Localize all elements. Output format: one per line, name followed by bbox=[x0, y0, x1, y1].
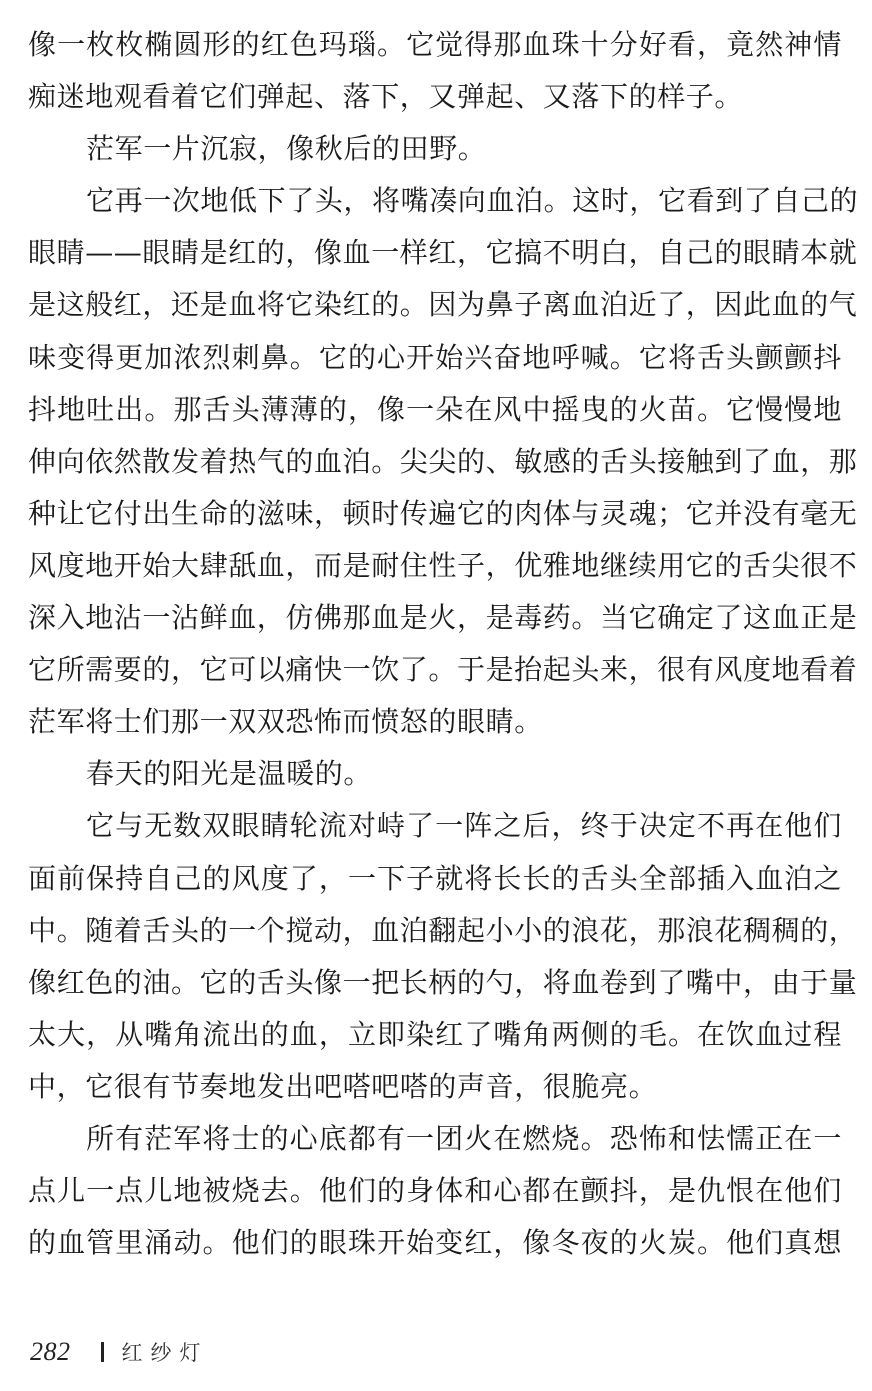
text-line: 它所需要的，它可以痛快一饮了。于是抬起头来，很有风度地看着 bbox=[28, 653, 858, 687]
text-line: 点儿一点儿地被烧去。他们的身体和心都在颤抖，是仇恨在他们 bbox=[28, 1174, 842, 1208]
text-line: 眼睛——眼睛是红的，像血一样红，它搞不明白，自己的眼睛本就 bbox=[28, 236, 858, 270]
page-footer bbox=[30, 1332, 209, 1372]
text-line: 像一枚枚椭圆形的红色玛瑙。它觉得那血珠十分好看，竟然神情 bbox=[28, 28, 842, 61]
text-line: 味变得更加浓烈刺鼻。它的心开始兴奋地呼喊。它将舌头颤颤抖 bbox=[28, 340, 842, 374]
text-line: 像红色的油。它的舌头像一把长柄的勺，将血卷到了嘴中，由于量 bbox=[28, 965, 858, 999]
text-line: 风度地开始大肆舐血，而是耐住性子，优雅地继续用它的舌尖很不 bbox=[28, 548, 858, 582]
text-line: 中。随着舌头的一个搅动，血泊翻起小小的浪花，那浪花稠稠的， bbox=[28, 913, 858, 947]
text-line: 面前保持自己的风度了，一下子就将长长的舌头全部插入血泊之 bbox=[28, 861, 842, 895]
text-line: 深入地沾一沾鲜血，仿佛那血是火，是毒药。当它确定了这血正是 bbox=[28, 601, 858, 635]
text-line: 种让它付出生命的滋味，顿时传遍它的肉体与灵魂；它并没有毫无 bbox=[28, 496, 858, 530]
text-line: 茫军一片沉寂，像秋后的田野。 bbox=[86, 132, 487, 166]
page-body bbox=[28, 19, 859, 1269]
page-number: 282 bbox=[30, 1337, 71, 1366]
text-line: 伸向依然散发着热气的血泊。尖尖的、敏感的舌头接触到了血，那 bbox=[28, 444, 858, 478]
text-line: 它再一次地低下了头，将嘴凑向血泊。这时，它看到了自己的 bbox=[86, 184, 859, 218]
text-line: 春天的阳光是温暖的。 bbox=[86, 757, 373, 791]
text-line: 中，它很有节奏地发出吧嗒吧嗒的声音，很脆亮。 bbox=[28, 1069, 658, 1103]
text-line: 茫军将士们那一双双恐怖而愤怒的眼睛。 bbox=[28, 705, 543, 739]
text-line: 的血管里涌动。他们的眼珠开始变红，像冬夜的火炭。他们真想 bbox=[28, 1226, 842, 1260]
text-line: 是这般红，还是血将它染红的。因为鼻子离血泊近了，因此血的气 bbox=[28, 288, 858, 322]
text-line: 所有茫军将士的心底都有一团火在燃烧。恐怖和怯懦正在一 bbox=[86, 1121, 842, 1155]
text-line: 太大，从嘴角流出的血，立即染红了嘴角两侧的毛。在饮血过程 bbox=[28, 1017, 842, 1051]
text-line: 痴迷地观看着它们弹起、落下，又弹起、又落下的样子。 bbox=[28, 80, 744, 114]
footer-separator bbox=[101, 1342, 104, 1362]
running-title: 红纱灯 bbox=[121, 1341, 209, 1365]
text-line: 它与无数双眼睛轮流对峙了一阵之后，终于决定不再在他们 bbox=[86, 809, 842, 843]
text-line: 抖地吐出。那舌头薄薄的，像一朵在风中摇曳的火苗。它慢慢地 bbox=[28, 392, 842, 426]
